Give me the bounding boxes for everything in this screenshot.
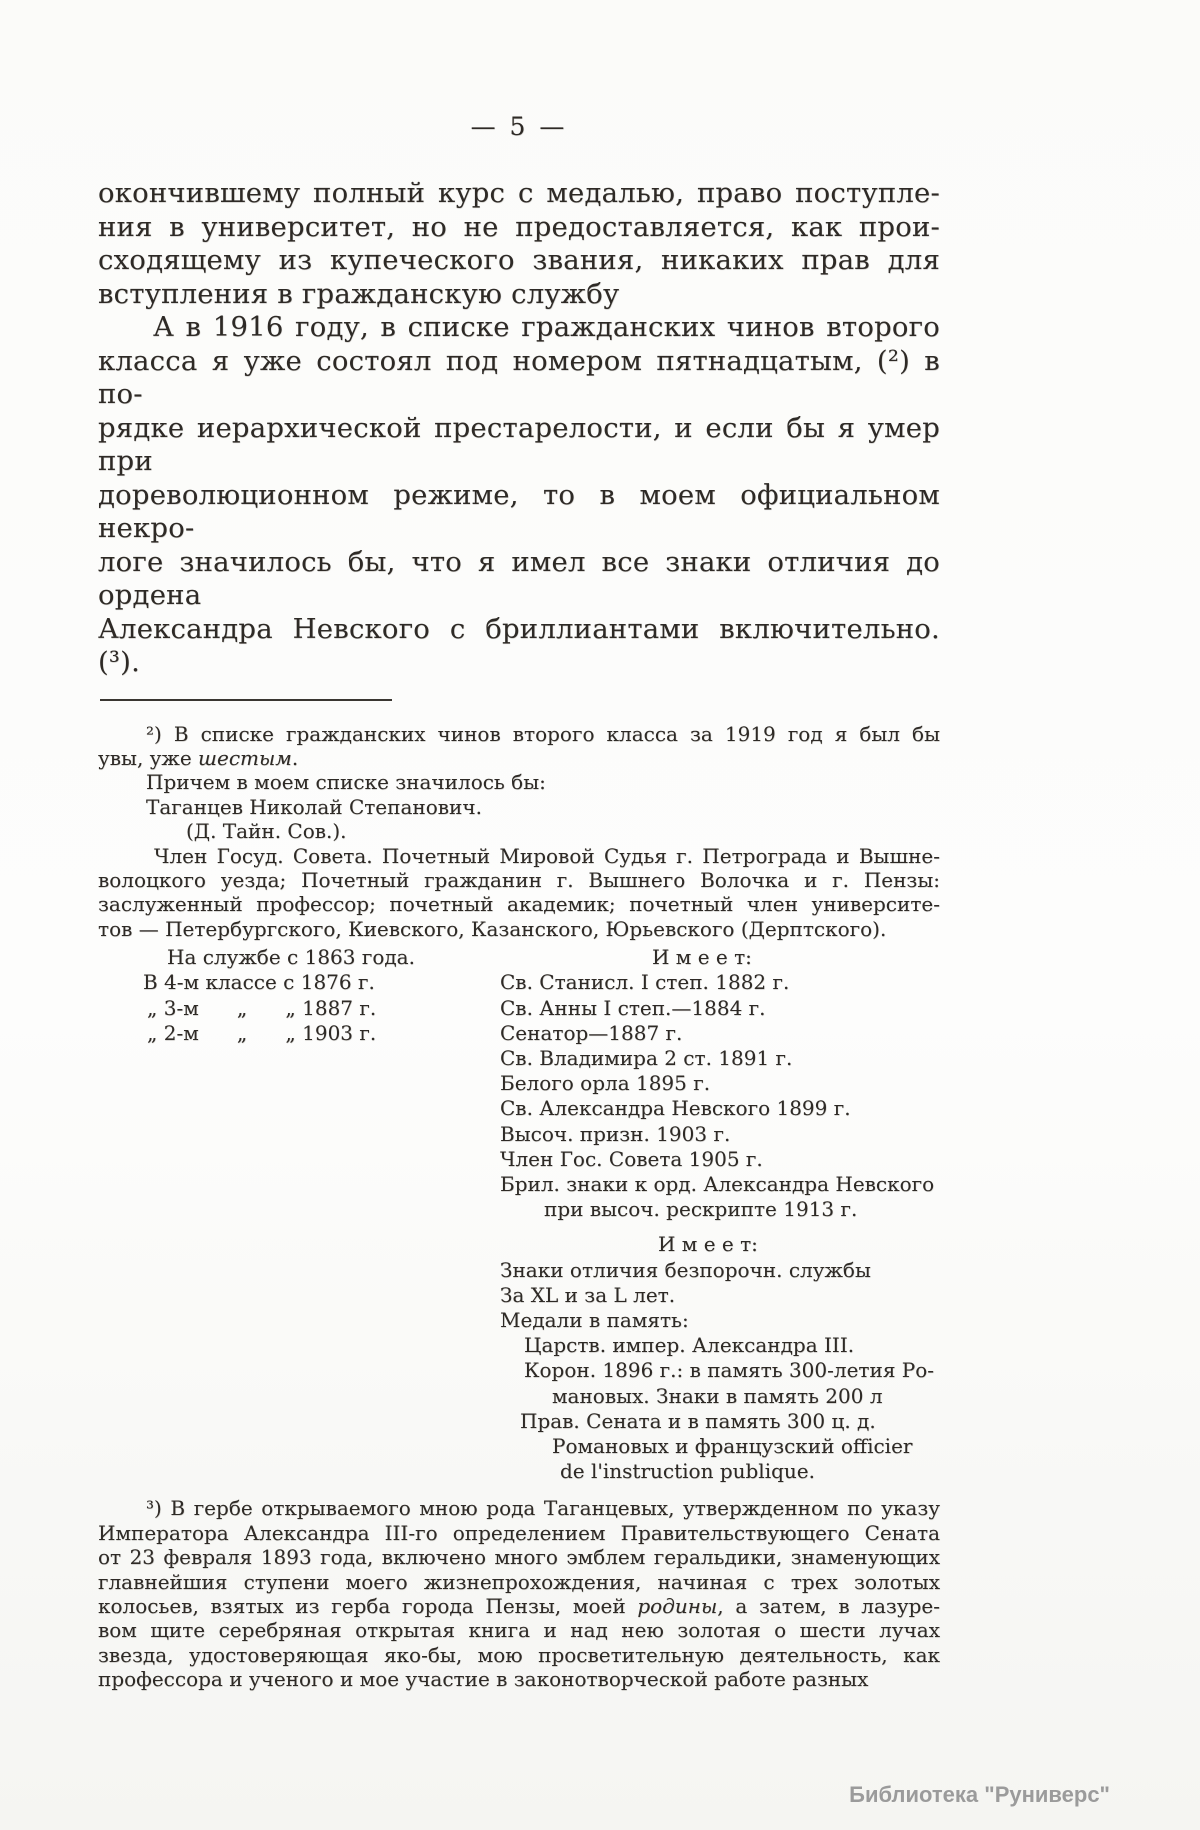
honors-header: И м е е т:	[658, 1232, 758, 1257]
text-line: Св. Анны I степ.—1884 г.	[500, 995, 766, 1020]
text-line: de l'instruction publique.	[560, 1459, 815, 1484]
footnote-separator	[100, 699, 392, 701]
text-line: при высоч. рескрипте 1913 г.	[544, 1197, 858, 1222]
text-line: вом щите серебряная открытая книга и над нею золотая о шести лучах	[98, 1618, 940, 1643]
text-line: В 4-м классе с 1876 г.	[143, 970, 375, 995]
text-line: Знаки отличия безпорочн. службы	[500, 1257, 871, 1282]
awards-header: И м е е т:	[652, 945, 752, 970]
text-line: вступления в гражданскую службу	[98, 277, 620, 310]
text-line: Прав. Сената и в память 300 ц. д.	[520, 1408, 876, 1433]
text-line: Таганцев Николай Степанович.	[146, 794, 482, 819]
text-line: „ 3-м „ „ 1887 г.	[147, 995, 377, 1020]
service-record-left-column	[98, 945, 500, 1222]
page-number: — 5 —	[470, 112, 568, 141]
text-line: Сенатор—1887 г.	[500, 1020, 683, 1045]
service-record	[98, 945, 940, 1222]
text-line: Александра Невского с бриллиантами включительно. (³).	[98, 612, 940, 678]
text-line: колосьев, взятых из герба города Пензы, моей родины, а затем, в лазуре-	[98, 1594, 941, 1619]
text-line: Императора Александра III-го определением Правительствующего Сената	[98, 1520, 940, 1545]
text-line: от 23 февраля 1893 года, включено много эмблем геральдики, знаменующих	[98, 1545, 940, 1570]
text-line: дореволюционном режиме, то в моем официальном некро-	[98, 478, 940, 544]
text-line: Белого орла 1895 г.	[500, 1071, 711, 1096]
text-line: ³) В гербе открываемого мною рода Таганцевых, утвержденном по указу	[146, 1496, 940, 1521]
text-line: Причем в моем списке значилось бы:	[146, 770, 546, 795]
text-line: рядке иерархической престарелости, и если бы я умер при	[98, 411, 940, 477]
text-line: увы, уже шестым.	[98, 745, 299, 770]
library-watermark: Библиотека "Руниверс"	[849, 1782, 1110, 1807]
text-line: За XL и за L лет.	[500, 1282, 676, 1307]
text-line: Св. Александра Невского 1899 г.	[500, 1096, 851, 1121]
text-line: заслуженный профессор; почетный академик; почетный член университе-	[98, 892, 940, 917]
text-line: сходящему из купеческого звания, никаких прав для	[98, 244, 940, 276]
text-line: мановых. Знаки в память 200 л	[552, 1383, 883, 1408]
text-line: ния в университет, но не предоставляется, как прои-	[98, 210, 940, 243]
text-line: Царств. импер. Александра III.	[524, 1333, 855, 1358]
text-line: тов — Петербургского, Киевского, Казанского, Юрьевского (Дерптского).	[98, 916, 887, 941]
text-line: логе значилось бы, что я имел все знаки отличия до ордена	[98, 545, 940, 611]
footnote-2	[98, 722, 940, 942]
honors-block	[500, 1232, 940, 1484]
text-line: Медали в память:	[500, 1308, 689, 1332]
text-line: Член Гос. Совета 1905 г.	[500, 1146, 763, 1171]
text-line: Романовых и французский officier	[552, 1434, 913, 1459]
honors-list	[500, 1258, 940, 1485]
awards-list	[500, 970, 940, 1222]
text-line: звезда, удостоверяющая яко-бы, мою просветительную деятельность, как	[98, 1642, 940, 1667]
text-line: окончившему полный курс с медалью, право поступле-	[98, 177, 940, 209]
text-line: А в 1916 году, в списке гражданских чинов второго	[153, 311, 940, 343]
text-line: Член Госуд. Совета. Почетный Мировой Судья г. Петрограда и Вышне-	[154, 843, 940, 868]
text-line: Св. Станисл. I степ. 1882 г.	[500, 970, 790, 995]
text-line: Св. Владимира 2 ст. 1891 г.	[500, 1045, 793, 1070]
text-line: На службе с 1863 года.	[167, 945, 415, 970]
page-content	[98, 112, 940, 1692]
text-line: главнейшия ступени моего жизнепрохождения, начиная с трех золотых	[98, 1569, 940, 1594]
text-line: Корон. 1896 г.: в память 300-летия Ро-	[524, 1358, 935, 1383]
text-line: Высоч. призн. 1903 г.	[500, 1121, 731, 1146]
paragraph-2	[98, 311, 940, 680]
text-line: класса я уже состоял под номером пятнадцатым, (²) в по-	[98, 344, 940, 410]
text-line: профессора и ученого и мое участие в законотворческой работе разных	[98, 1667, 869, 1692]
text-line: ²) В списке гражданских чинов второго класса за 1919 год я был бы	[146, 721, 940, 746]
paragraph-1	[98, 177, 940, 311]
footnote-3	[98, 1496, 940, 1691]
service-record-right-column	[500, 945, 940, 1222]
text-line: (Д. Тайн. Сов.).	[186, 819, 347, 844]
text-line: волоцкого уезда; Почетный гражданин г. Вышнего Волочка и г. Пензы:	[98, 867, 940, 892]
text-line: Брил. знаки к орд. Александра Невского	[500, 1171, 935, 1196]
text-line: „ 2-м „ „ 1903 г.	[147, 1020, 377, 1045]
